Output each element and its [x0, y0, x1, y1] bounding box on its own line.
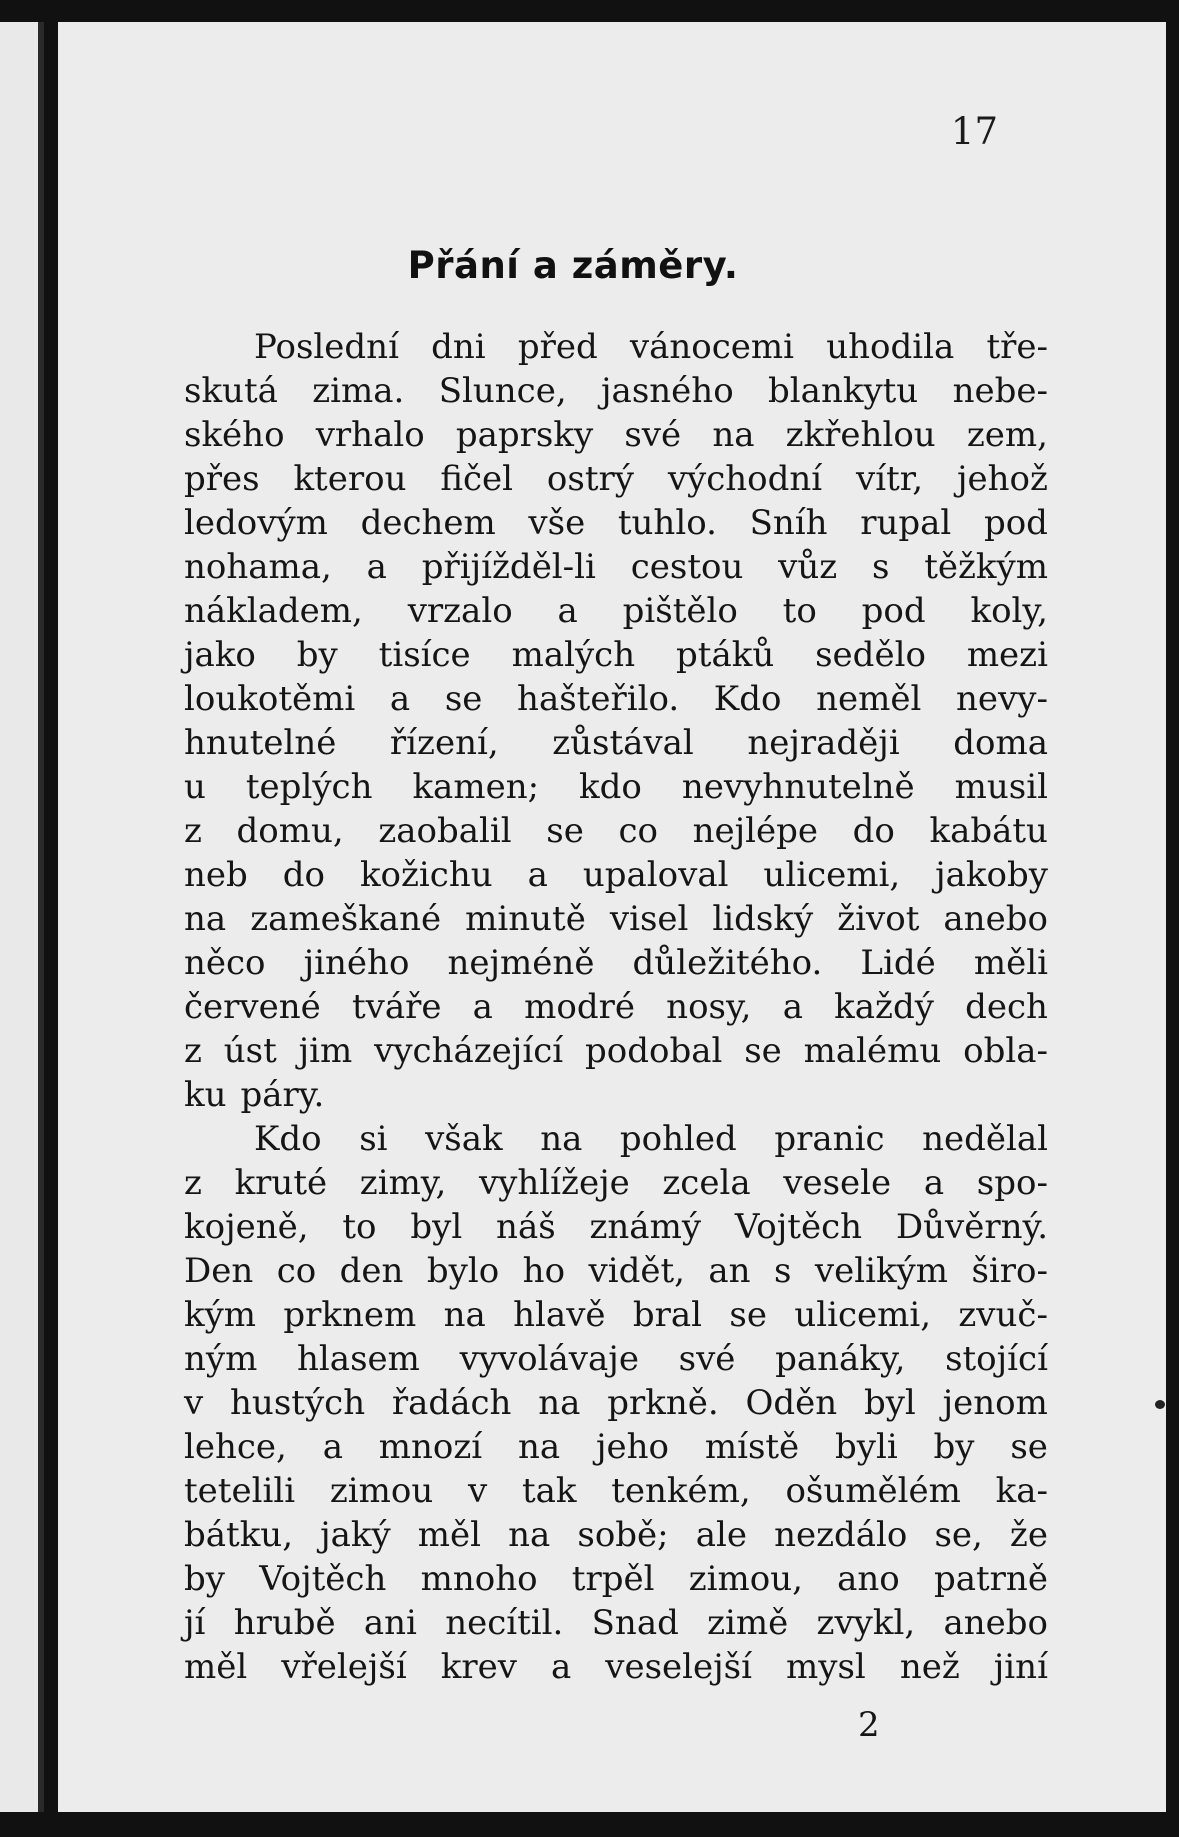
word: Vojtěch [259, 1559, 387, 1599]
word: východní [667, 459, 823, 499]
word: nebe- [952, 371, 1048, 411]
word: hnutelné [184, 723, 337, 763]
word: mnozí [378, 1427, 483, 1467]
word: zameškané [250, 899, 442, 939]
word: stojící [945, 1339, 1048, 1379]
word: zima. [312, 371, 405, 411]
word: páry. [240, 1075, 325, 1115]
text-line [184, 853, 1048, 897]
word: řízení, [389, 723, 499, 763]
word: Kdo [713, 679, 782, 719]
book-page [58, 22, 1166, 1812]
word: necítil. [445, 1603, 564, 1643]
word: kterou [293, 459, 407, 499]
word: by [296, 635, 338, 675]
word: Snad [591, 1603, 679, 1643]
page-gutter-shadow [38, 22, 44, 1812]
word: nákladem, [184, 591, 363, 631]
word: ulicemi, [763, 855, 901, 895]
word: a [557, 591, 578, 631]
word: však [425, 1119, 503, 1159]
word: teplých [245, 767, 373, 807]
word: přes [184, 459, 260, 499]
word: bral [632, 1295, 703, 1335]
text-line [184, 765, 1048, 809]
word: ale [695, 1515, 747, 1555]
word: své [678, 1339, 736, 1379]
word: a [782, 987, 803, 1027]
word: tváře [351, 987, 442, 1027]
word: hrubě [233, 1603, 336, 1643]
signature-mark: 2 [858, 1705, 880, 1745]
word: nevyhnutelně [681, 767, 915, 807]
word: vše [528, 503, 586, 543]
word: a [923, 1163, 945, 1203]
body-text [184, 325, 1048, 1689]
word: to [342, 1207, 377, 1247]
word: se [546, 811, 584, 851]
text-line [184, 1425, 1048, 1469]
word: dech [965, 987, 1048, 1027]
text-line [184, 897, 1048, 941]
word: tetelili [184, 1471, 296, 1511]
word: z [184, 1031, 202, 1071]
word: malých [511, 635, 636, 675]
word: než [899, 1647, 960, 1687]
word: hustých [230, 1383, 366, 1423]
word: paprsky [455, 415, 594, 455]
word: se [744, 1031, 782, 1071]
text-line [184, 1337, 1048, 1381]
word: vycházející [374, 1031, 564, 1071]
word: život [837, 899, 920, 939]
word: krev [440, 1647, 517, 1687]
text-line [184, 1161, 1048, 1205]
word: přijížděl-li [421, 547, 596, 587]
word: tuhlo. [617, 503, 717, 543]
word: ku [184, 1075, 227, 1115]
word: modré [524, 987, 635, 1027]
word: kabátu [929, 811, 1048, 851]
scan-speck [1155, 1400, 1165, 1409]
word: Lidé [860, 943, 936, 983]
word: anebo [943, 899, 1048, 939]
word: Poslední [254, 327, 399, 367]
word: dni [431, 327, 486, 367]
page-number: 17 [950, 110, 998, 153]
text-line [184, 325, 1048, 369]
word: zcela [662, 1163, 751, 1203]
text-line [184, 633, 1048, 677]
word: rupal [860, 503, 952, 543]
word: domu, [236, 811, 344, 851]
word: a [389, 679, 411, 719]
word: Vojtěch [734, 1207, 863, 1247]
word: vesele [783, 1163, 892, 1203]
word: na [538, 1383, 581, 1423]
word: zvuč- [958, 1295, 1048, 1335]
word: loukotěmi [184, 679, 356, 719]
word: důležitého. [632, 943, 823, 983]
text-line [184, 501, 1048, 545]
word: zem, [966, 415, 1048, 455]
word: širo- [971, 1251, 1048, 1291]
word: na [540, 1119, 583, 1159]
word: dechem [360, 503, 496, 543]
word: den [339, 1251, 404, 1291]
text-line [184, 1513, 1048, 1557]
word: co [618, 811, 658, 851]
word: si [359, 1119, 388, 1159]
text-line [184, 985, 1048, 1029]
word: jaký [320, 1515, 391, 1555]
word: jehož [956, 459, 1048, 499]
word: mysl [786, 1647, 866, 1687]
word: lehce, [184, 1427, 287, 1467]
word: zůstával [552, 723, 694, 763]
word: tak [521, 1471, 577, 1511]
word: kojeně, [184, 1207, 309, 1247]
word: své [624, 415, 682, 455]
word: nosy, [666, 987, 752, 1027]
text-line [184, 1469, 1048, 1513]
word: ným [184, 1339, 258, 1379]
word: anebo [943, 1603, 1048, 1643]
word: musil [954, 767, 1048, 807]
word: panáky, [775, 1339, 906, 1379]
word: velikým [814, 1251, 949, 1291]
text-line [184, 457, 1048, 501]
word: co [276, 1251, 317, 1291]
word: hašteřilo. [517, 679, 680, 719]
word: zimou, [688, 1559, 803, 1599]
word: skutá [184, 371, 278, 411]
word: měl [417, 1515, 482, 1555]
text-line [184, 1205, 1048, 1249]
word: minutě [465, 899, 586, 939]
word: pohled [619, 1119, 737, 1159]
word: nohama, [184, 547, 332, 587]
text-line [184, 1601, 1048, 1645]
word: patrně [933, 1559, 1048, 1599]
word: doma [953, 723, 1048, 763]
text-line [184, 1293, 1048, 1337]
word: vítr, [856, 459, 924, 499]
word: jakoby [935, 855, 1048, 895]
word: by [184, 1559, 225, 1599]
word: obla- [963, 1031, 1048, 1071]
text-line [184, 721, 1048, 765]
word: Sníh [749, 503, 828, 543]
word: kým [184, 1295, 257, 1335]
word: těžkým [924, 547, 1048, 587]
word: jasného [601, 371, 734, 411]
word: se [729, 1295, 767, 1335]
word: ledovým [184, 503, 328, 543]
word: ka- [995, 1471, 1048, 1511]
word: podobal [584, 1031, 723, 1071]
word: s [871, 547, 890, 587]
word: nevy- [956, 679, 1048, 719]
word: v [467, 1471, 488, 1511]
word: zimě [707, 1603, 789, 1643]
word: a [527, 855, 548, 895]
word: ano [837, 1559, 900, 1599]
word: tře- [986, 327, 1048, 367]
word: kamen; [412, 767, 540, 807]
word: jenom [942, 1383, 1048, 1423]
text-line [184, 1029, 1048, 1073]
word: an [708, 1251, 751, 1291]
word: u [184, 767, 206, 807]
word: s [773, 1251, 792, 1291]
word: vyhlížeje [478, 1163, 630, 1203]
word: místě [704, 1427, 800, 1467]
word: náš [496, 1207, 556, 1247]
word: ulicemi, [794, 1295, 932, 1335]
word: Oděn [745, 1383, 838, 1423]
text-line [184, 369, 1048, 413]
word: sedělo [815, 635, 926, 675]
word: Kdo [254, 1119, 322, 1159]
word: vánocemi [629, 327, 795, 367]
text-line [184, 809, 1048, 853]
word: tenkém, [611, 1471, 751, 1511]
word: veselejší [605, 1647, 752, 1687]
word: se [1010, 1427, 1048, 1467]
word: Den [184, 1251, 254, 1291]
word: na [712, 415, 755, 455]
word: bátku, [184, 1515, 294, 1555]
word: ského [184, 415, 285, 455]
text-line [184, 545, 1048, 589]
word: ho [522, 1251, 566, 1291]
word: zvykl, [816, 1603, 916, 1643]
text-line [184, 1557, 1048, 1601]
word: upaloval [582, 855, 729, 895]
text-line [184, 1117, 1048, 1161]
word: malému [803, 1031, 942, 1071]
word: na [443, 1295, 486, 1335]
chapter-title: Přání a záměry. [407, 244, 739, 287]
word: vyvolávaje [459, 1339, 639, 1379]
word: měli [973, 943, 1048, 983]
word: řadách [391, 1383, 512, 1423]
word: prkně. [607, 1383, 719, 1423]
text-line [184, 1645, 1048, 1689]
text-line [184, 1249, 1048, 1293]
text-line [184, 941, 1048, 985]
word: ani [363, 1603, 417, 1643]
word: uhodila [826, 327, 955, 367]
word: ošumělém [785, 1471, 961, 1511]
word: před [517, 327, 598, 367]
word: zkřehlou [785, 415, 936, 455]
word: hlavě [513, 1295, 606, 1335]
word: vřelejší [281, 1647, 407, 1687]
word: a [366, 547, 387, 587]
text-line [184, 589, 1048, 633]
word: něco [184, 943, 266, 983]
text-line [184, 677, 1048, 721]
word: tisíce [378, 635, 471, 675]
text-line [184, 1073, 1048, 1117]
word: lidský [712, 899, 814, 939]
word: zimou [329, 1471, 434, 1511]
word: do [282, 855, 325, 895]
word: kožichu [359, 855, 493, 895]
word: kdo [579, 767, 642, 807]
word: jim [298, 1031, 353, 1071]
word: do [852, 811, 895, 851]
word: a [472, 987, 493, 1027]
word: měl [184, 1647, 248, 1687]
word: každý [834, 987, 934, 1027]
word: mnoho [420, 1559, 538, 1599]
word: fičel [440, 459, 514, 499]
word: nejlépe [692, 811, 819, 851]
word: a [322, 1427, 343, 1467]
word: prknem [283, 1295, 417, 1335]
word: cestou [630, 547, 744, 587]
word: vrzalo [407, 591, 513, 631]
word: hlasem [297, 1339, 420, 1379]
word: vůz [778, 547, 838, 587]
word: mezi [966, 635, 1048, 675]
word: pištělo [622, 591, 738, 631]
text-line [184, 1381, 1048, 1425]
word: známý [589, 1207, 702, 1247]
word: jiní [993, 1647, 1048, 1687]
word: koly, [970, 591, 1048, 631]
word: a [550, 1647, 572, 1687]
word: na [508, 1515, 551, 1555]
word: nezdálo [774, 1515, 908, 1555]
word: zaobalil [378, 811, 512, 851]
word: nejméně [447, 943, 595, 983]
word: ostrý [546, 459, 634, 499]
word: spo- [976, 1163, 1048, 1203]
word: kruté [234, 1163, 328, 1203]
word: jiného [303, 943, 410, 983]
word: se, [934, 1515, 983, 1555]
word: na [518, 1427, 561, 1467]
word: trpěl [571, 1559, 655, 1599]
word: jako [184, 635, 256, 675]
word: nejraději [747, 723, 900, 763]
word: jí [184, 1603, 206, 1643]
word: vrhalo [315, 415, 425, 455]
text-line [184, 413, 1048, 457]
word: pranic [774, 1119, 885, 1159]
word: by [933, 1427, 975, 1467]
word: blankytu [768, 371, 919, 411]
word: z [184, 1163, 202, 1203]
word: neb [184, 855, 248, 895]
word: Slunce, [438, 371, 567, 411]
word: červené [184, 987, 321, 1027]
word: z [184, 811, 202, 851]
word: pod [861, 591, 926, 631]
word: byl [410, 1207, 463, 1247]
word: to [782, 591, 817, 631]
word: na [184, 899, 227, 939]
word: jeho [595, 1427, 670, 1467]
word: vidět, [588, 1251, 685, 1291]
word: byl [863, 1383, 916, 1423]
word: bylo [426, 1251, 500, 1291]
word: že [1009, 1515, 1048, 1555]
word: nedělal [922, 1119, 1048, 1159]
word: Důvěrný. [895, 1207, 1048, 1247]
word: úst [223, 1031, 277, 1071]
word: v [184, 1383, 204, 1423]
word: ptáků [676, 635, 775, 675]
word: neměl [816, 679, 922, 719]
word: pod [983, 503, 1048, 543]
word: byli [835, 1427, 898, 1467]
previous-page-edge [0, 22, 42, 1812]
word: se [444, 679, 483, 719]
word: sobě; [577, 1515, 669, 1555]
word: visel [609, 899, 689, 939]
word: zimy, [359, 1163, 447, 1203]
